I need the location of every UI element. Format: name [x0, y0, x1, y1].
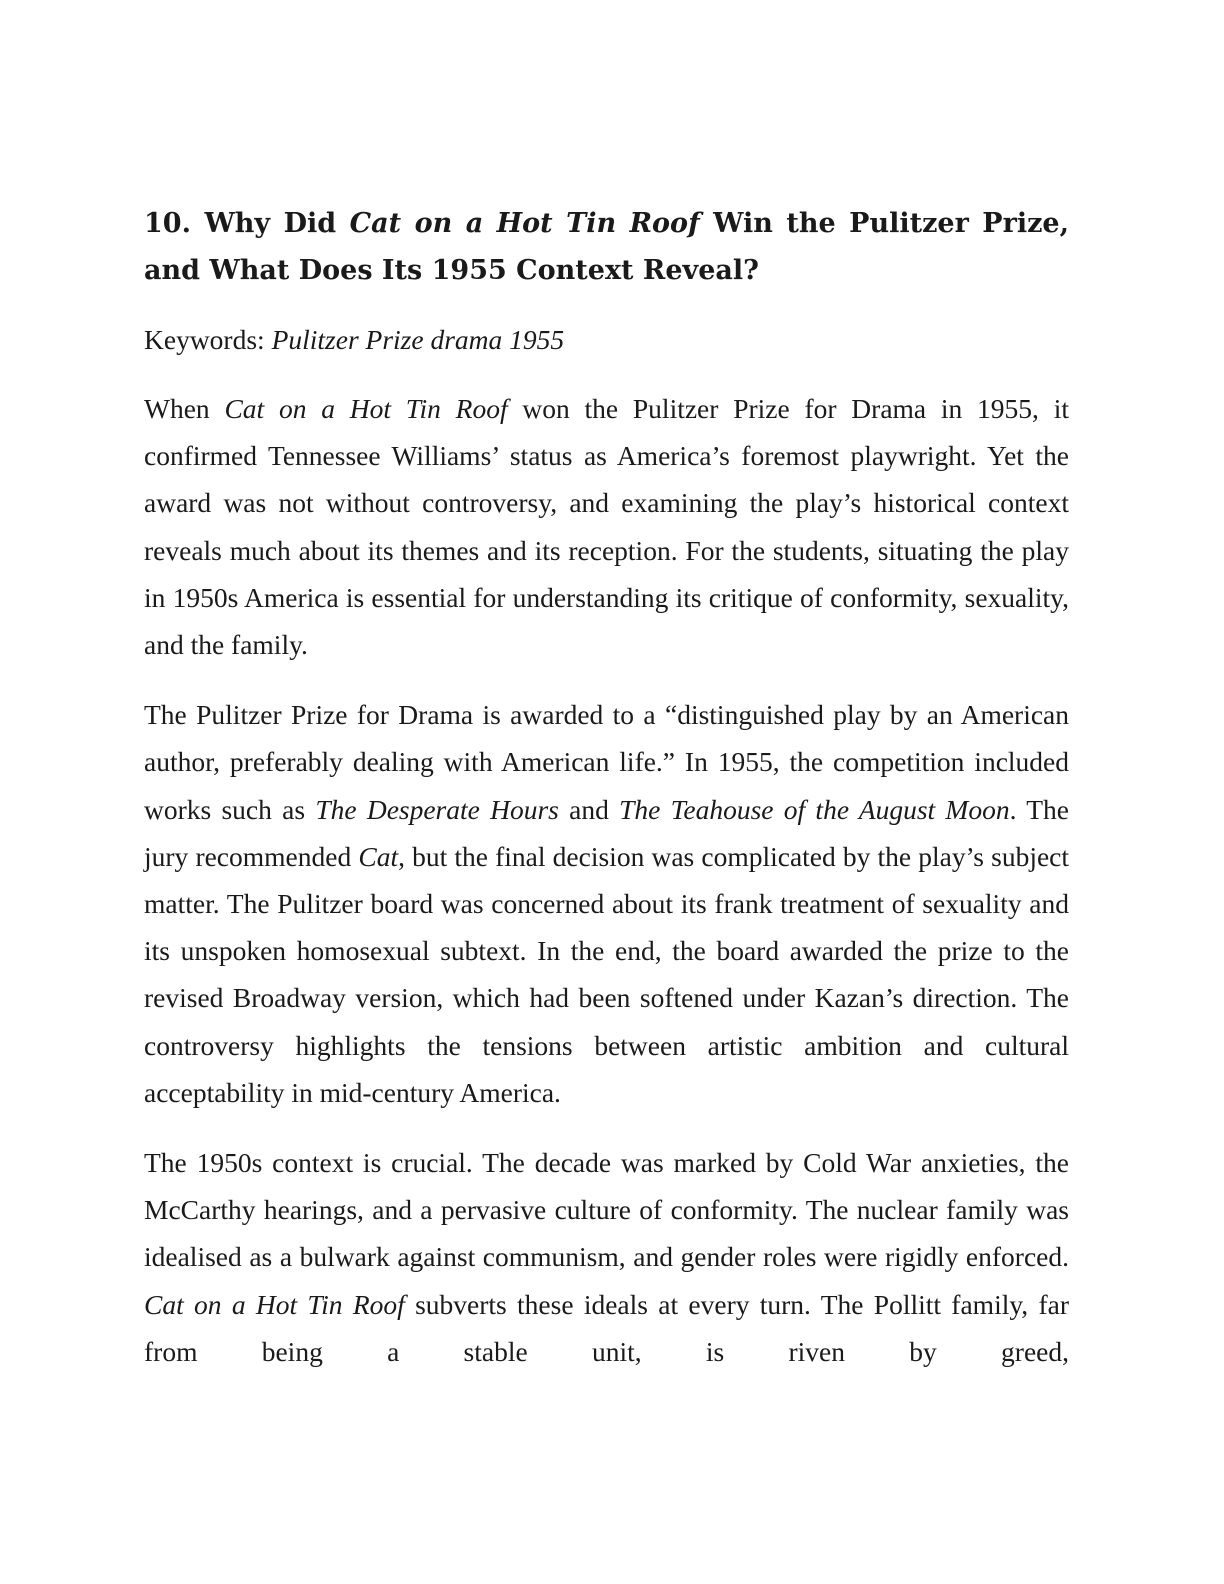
paragraph-2 [144, 691, 1069, 1116]
p3-text-1: The 1950s context is crucial. The decade was marked by Cold War anxieties, the McCarthy hearings, and a pervasive culture of conformity. The nuclear family was idealised as a bulwark against communism, and gender roles were rigidly enforced. [144, 1147, 1069, 1273]
p3-italic-1: Cat on a Hot Tin Roof [144, 1288, 405, 1320]
p2-text-3: . The jury recommended [144, 793, 1070, 872]
paragraph-3 [144, 1139, 1069, 1375]
keywords-value: Pulitzer Prize drama 1955 [271, 324, 565, 355]
heading-play-title: Cat on a Hot Tin Roof [349, 208, 700, 239]
p2-italic-3: Cat [358, 840, 399, 872]
document-page [144, 200, 1069, 1398]
keywords-line [144, 316, 1069, 363]
p2-text-1: The Pulitzer Prize for Drama is awarded to a “distinguished play by an American author, preferably dealing with American life.” In 1955, the competition included works such as [144, 699, 1069, 825]
paragraph-1 [144, 385, 1069, 668]
p1-italic-1: Cat on a Hot Tin Roof [224, 393, 508, 424]
section-heading [144, 200, 1069, 294]
p2-text-4: , but the final decision was complicated by the play’s subject matter. The Pulitzer board was concerned about its frank treatment of sexuality and its unspoken homosexual subtext. In the end, the board awarded the prize to the revised Broadway version, which had been softened under Kazan’s direction. The controversy highlights the tensions between artistic ambition and cultural acceptability in mid-century America. [144, 840, 1070, 1108]
keywords-label: Keywords: [144, 324, 272, 355]
p2-text-2: and [558, 793, 620, 825]
p2-italic-1: The Desperate Hours [315, 793, 559, 825]
p3-text-2: subverts these ideals at every turn. The Pollitt family, far from being a stable unit, is riven by greed, [144, 1288, 1069, 1367]
heading-suffix: Win the Pulitzer Prize, and What Does Its 1955 Context Reveal? [144, 208, 1069, 286]
p1-text-1: When [144, 393, 225, 424]
p1-text-2: won the Pulitzer Prize for Drama in 1955, it confirmed Tennessee Williams’ status as America’s foremost playwright. Yet the award was not without controversy, and examining the play’s historical context reveals much about its themes and its reception. For the students, situating the play in 1950s America is essential for understanding its critique of conformity, sexuality, and the family. [144, 393, 1069, 661]
heading-prefix: 10. Why Did [144, 208, 350, 239]
p2-italic-2: The Teahouse of the August Moon [619, 793, 1010, 825]
